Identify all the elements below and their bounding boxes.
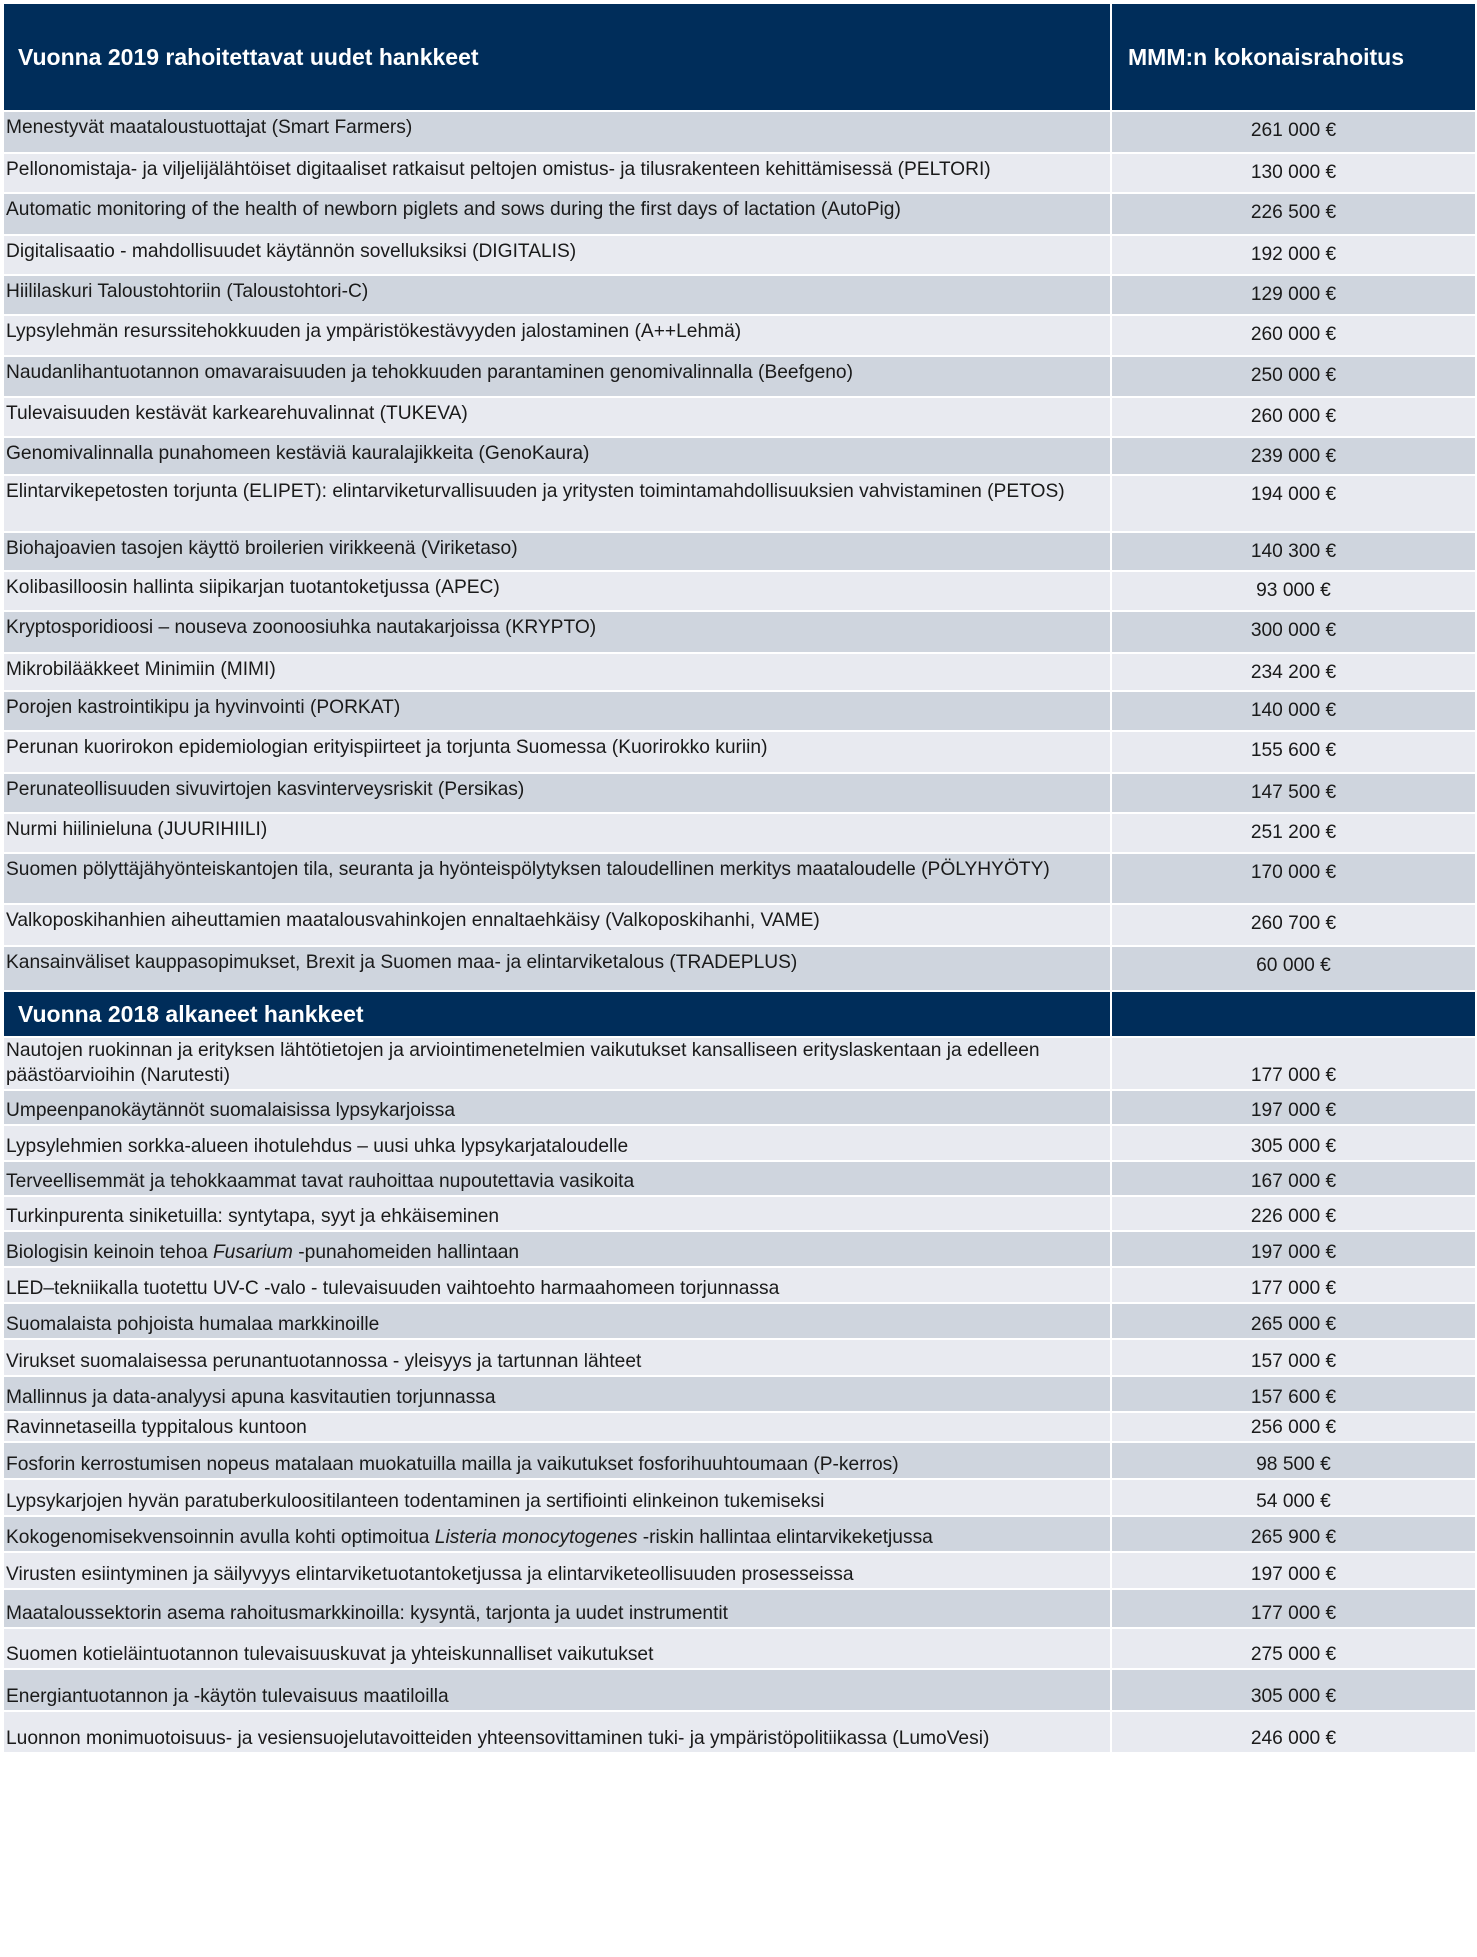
table-row	[3, 773, 1476, 813]
table-row	[3, 1552, 1476, 1589]
project-name: Nurmi hiilinieluna (JUURIHIILI)	[3, 813, 1111, 853]
project-name-part: Kokogenomisekvensoinnin avulla kohti optimoitua	[6, 1527, 435, 1548]
table-row	[3, 315, 1476, 356]
table-row	[3, 356, 1476, 397]
funding-amount: 226 000 €	[1111, 1196, 1476, 1231]
funding-amount: 305 000 €	[1111, 1669, 1476, 1711]
project-name: Perunan kuorirokon epidemiologian erityispiirteet ja torjunta Suomessa (Kuorirokko kuriin)	[3, 731, 1111, 773]
table-row	[3, 1125, 1476, 1161]
header-row-2019	[3, 3, 1476, 111]
project-name: Kryptosporidioosi – nouseva zoonoosiuhka nautakarjoissa (KRYPTO)	[3, 611, 1111, 653]
project-name: Mikrobilääkkeet Minimiin (MIMI)	[3, 653, 1111, 691]
funding-amount: 194 000 €	[1111, 475, 1476, 532]
amount-column-header: MMM:n kokonaisrahoitus	[1111, 3, 1476, 111]
project-name: Naudanlihantuotannon omavaraisuuden ja tehokkuuden parantaminen genomivalinnalla (Beefgeno)	[3, 356, 1111, 397]
project-name: Turkinpurenta siniketuilla: syntytapa, syyt ja ehkäiseminen	[3, 1196, 1111, 1231]
funding-amount: 300 000 €	[1111, 611, 1476, 653]
table-row	[3, 193, 1476, 235]
funding-amount: 251 200 €	[1111, 813, 1476, 853]
project-name: Digitalisaatio - mahdollisuudet käytännön sovelluksiksi (DIGITALIS)	[3, 235, 1111, 275]
table-row	[3, 532, 1476, 571]
funding-amount: 197 000 €	[1111, 1552, 1476, 1589]
project-name: Porojen kastrointikipu ja hyvinvointi (PORKAT)	[3, 691, 1111, 731]
table-row	[3, 1196, 1476, 1231]
project-name: Hiililaskuri Taloustohtoriin (Taloustohtori-C)	[3, 275, 1111, 315]
table-row	[3, 1267, 1476, 1303]
project-name-part: -riskin hallintaa elintarvikeketjussa	[637, 1527, 933, 1548]
project-name: Automatic monitoring of the health of newborn piglets and sows during the first days of lactation (AutoPig)	[3, 193, 1111, 235]
table-row	[3, 1412, 1476, 1442]
table-row	[3, 153, 1476, 193]
project-name: Tulevaisuuden kestävät karkearehuvalinnat (TUKEVA)	[3, 397, 1111, 437]
project-name: Elintarvikepetosten torjunta (ELIPET): elintarviketurvallisuuden ja yritysten toimintamahdollisuuksien vahvistaminen (PETOS)	[3, 475, 1111, 532]
project-name: Virusten esiintyminen ja säilyvyys elintarviketuotantoketjussa ja elintarviketeollisuuden prosesseissa	[3, 1552, 1111, 1589]
funding-amount: 305 000 €	[1111, 1125, 1476, 1161]
funding-amount: 157 600 €	[1111, 1376, 1476, 1412]
section-title-2019: Vuonna 2019 rahoitettavat uudet hankkeet	[3, 3, 1111, 111]
table-row	[3, 1516, 1476, 1552]
table-row	[3, 611, 1476, 653]
table-row	[3, 1339, 1476, 1376]
project-name: Mallinnus ja data-analyysi apuna kasvitautien torjunnassa	[3, 1376, 1111, 1412]
funding-amount: 157 000 €	[1111, 1339, 1476, 1376]
funding-amount: 167 000 €	[1111, 1161, 1476, 1196]
funding-amount: 60 000 €	[1111, 946, 1476, 991]
amount-column-header-empty	[1111, 991, 1476, 1037]
funding-amount: 260 000 €	[1111, 397, 1476, 437]
table-row	[3, 1479, 1476, 1516]
project-name: Menestyvät maataloustuottajat (Smart Farmers)	[3, 111, 1111, 153]
funding-table	[2, 2, 1477, 1754]
project-name: Terveellisemmät ja tehokkaammat tavat rauhoittaa nupoutettavia vasikoita	[3, 1161, 1111, 1196]
table-row	[3, 853, 1476, 904]
table-row	[3, 1037, 1476, 1090]
funding-amount: 234 200 €	[1111, 653, 1476, 691]
project-name	[3, 1231, 1111, 1267]
project-name-part: Biologisin keinoin tehoa	[6, 1242, 213, 1263]
project-name-part: -punahomeiden hallintaan	[292, 1242, 520, 1263]
funding-amount: 147 500 €	[1111, 773, 1476, 813]
project-name: Suomen pölyttäjähyönteiskantojen tila, seuranta ja hyönteispölytyksen taloudellinen merkitys maataloudelle (PÖLYHYÖTY)	[3, 853, 1111, 904]
funding-amount: 177 000 €	[1111, 1037, 1476, 1090]
funding-amount: 265 900 €	[1111, 1516, 1476, 1552]
table-row	[3, 1628, 1476, 1669]
funding-amount: 130 000 €	[1111, 153, 1476, 193]
table-row	[3, 1711, 1476, 1753]
project-name: Valkoposkihanhien aiheuttamien maatalousvahinkojen ennaltaehkäisy (Valkoposkihanhi, VAME)	[3, 904, 1111, 946]
table-row	[3, 1161, 1476, 1196]
project-name: Virukset suomalaisessa perunantuotannossa - yleisyys ja tartunnan lähteet	[3, 1339, 1111, 1376]
project-name: Umpeenpanokäytännöt suomalaisissa lypsykarjoissa	[3, 1090, 1111, 1125]
table-row	[3, 1090, 1476, 1125]
header-row-2018	[3, 991, 1476, 1037]
funding-amount: 192 000 €	[1111, 235, 1476, 275]
project-name: Luonnon monimuotoisuus- ja vesiensuojelutavoitteiden yhteensovittaminen tuki- ja ympäristöpolitiikassa (LumoVesi)	[3, 1711, 1111, 1753]
table-row	[3, 904, 1476, 946]
table-row	[3, 813, 1476, 853]
funding-amount: 265 000 €	[1111, 1303, 1476, 1339]
funding-amount: 98 500 €	[1111, 1442, 1476, 1479]
funding-amount: 260 700 €	[1111, 904, 1476, 946]
project-name: Lypsylehmän resurssitehokkuuden ja ympäristökestävyyden jalostaminen (A++Lehmä)	[3, 315, 1111, 356]
project-name: Kolibasilloosin hallinta siipikarjan tuotantoketjussa (APEC)	[3, 571, 1111, 611]
funding-amount: 177 000 €	[1111, 1267, 1476, 1303]
funding-amount: 54 000 €	[1111, 1479, 1476, 1516]
project-name: Perunateollisuuden sivuvirtojen kasvinterveysriskit (Persikas)	[3, 773, 1111, 813]
funding-amount: 261 000 €	[1111, 111, 1476, 153]
funding-amount: 260 000 €	[1111, 315, 1476, 356]
project-name: Kansainväliset kauppasopimukset, Brexit ja Suomen maa- ja elintarviketalous (TRADEPLUS)	[3, 946, 1111, 991]
project-name: Lypsykarjojen hyvän paratuberkuloositilanteen todentaminen ja sertifiointi elinkeinon tukemiseksi	[3, 1479, 1111, 1516]
funding-amount: 226 500 €	[1111, 193, 1476, 235]
project-name: Pellonomistaja- ja viljelijälähtöiset digitaaliset ratkaisut peltojen omistus- ja tilusrakenteen kehittämisessä (PELTORI)	[3, 153, 1111, 193]
table-row	[3, 235, 1476, 275]
table-row	[3, 1376, 1476, 1412]
funding-amount: 250 000 €	[1111, 356, 1476, 397]
project-name: Maataloussektorin asema rahoitusmarkkinoilla: kysyntä, tarjonta ja uudet instrumentit	[3, 1589, 1111, 1628]
funding-amount: 140 300 €	[1111, 532, 1476, 571]
funding-amount: 197 000 €	[1111, 1231, 1476, 1267]
project-name: Biohajoavien tasojen käyttö broilerien virikkeenä (Viriketaso)	[3, 532, 1111, 571]
table-row	[3, 111, 1476, 153]
table-row	[3, 1442, 1476, 1479]
table-row	[3, 437, 1476, 475]
table-row	[3, 731, 1476, 773]
table-row	[3, 275, 1476, 315]
table-row	[3, 475, 1476, 532]
table-row	[3, 946, 1476, 991]
table-row	[3, 1589, 1476, 1628]
funding-amount: 177 000 €	[1111, 1589, 1476, 1628]
funding-amount: 239 000 €	[1111, 437, 1476, 475]
project-name: Ravinnetaseilla typpitalous kuntoon	[3, 1412, 1111, 1442]
project-name: Suomen kotieläintuotannon tulevaisuuskuvat ja yhteiskunnalliset vaikutukset	[3, 1628, 1111, 1669]
funding-amount: 275 000 €	[1111, 1628, 1476, 1669]
project-name: Energiantuotannon ja -käytön tulevaisuus maatiloilla	[3, 1669, 1111, 1711]
table-row	[3, 653, 1476, 691]
project-name: LED–tekniikalla tuotettu UV-C -valo - tulevaisuuden vaihtoehto harmaahomeen torjunnassa	[3, 1267, 1111, 1303]
table-row	[3, 1303, 1476, 1339]
funding-amount: 197 000 €	[1111, 1090, 1476, 1125]
table-row	[3, 691, 1476, 731]
project-name	[3, 1516, 1111, 1552]
funding-amount: 256 000 €	[1111, 1412, 1476, 1442]
table-row	[3, 1231, 1476, 1267]
funding-amount: 246 000 €	[1111, 1711, 1476, 1753]
table-row	[3, 1669, 1476, 1711]
project-name: Suomalaista pohjoista humalaa markkinoille	[3, 1303, 1111, 1339]
funding-amount: 140 000 €	[1111, 691, 1476, 731]
project-name-italic: Listeria monocytogenes	[434, 1527, 638, 1548]
funding-amount: 129 000 €	[1111, 275, 1476, 315]
project-name-italic: Fusarium	[212, 1242, 293, 1263]
section-title-2018: Vuonna 2018 alkaneet hankkeet	[3, 991, 1111, 1037]
table-row	[3, 571, 1476, 611]
project-name: Genomivalinnalla punahomeen kestäviä kauralajikkeita (GenoKaura)	[3, 437, 1111, 475]
funding-amount: 170 000 €	[1111, 853, 1476, 904]
table-row	[3, 397, 1476, 437]
project-name: Fosforin kerrostumisen nopeus matalaan muokatuilla mailla ja vaikutukset fosforihuuhtoumaan (P-kerros)	[3, 1442, 1111, 1479]
project-name: Nautojen ruokinnan ja erityksen lähtötietojen ja arviointimenetelmien vaikutukset kansalliseen erityslaskentaan ja edelleen päästöarvioihin (Narutesti)	[3, 1037, 1111, 1090]
project-name: Lypsylehmien sorkka-alueen ihotulehdus – uusi uhka lypsykarjataloudelle	[3, 1125, 1111, 1161]
funding-amount: 93 000 €	[1111, 571, 1476, 611]
funding-amount: 155 600 €	[1111, 731, 1476, 773]
